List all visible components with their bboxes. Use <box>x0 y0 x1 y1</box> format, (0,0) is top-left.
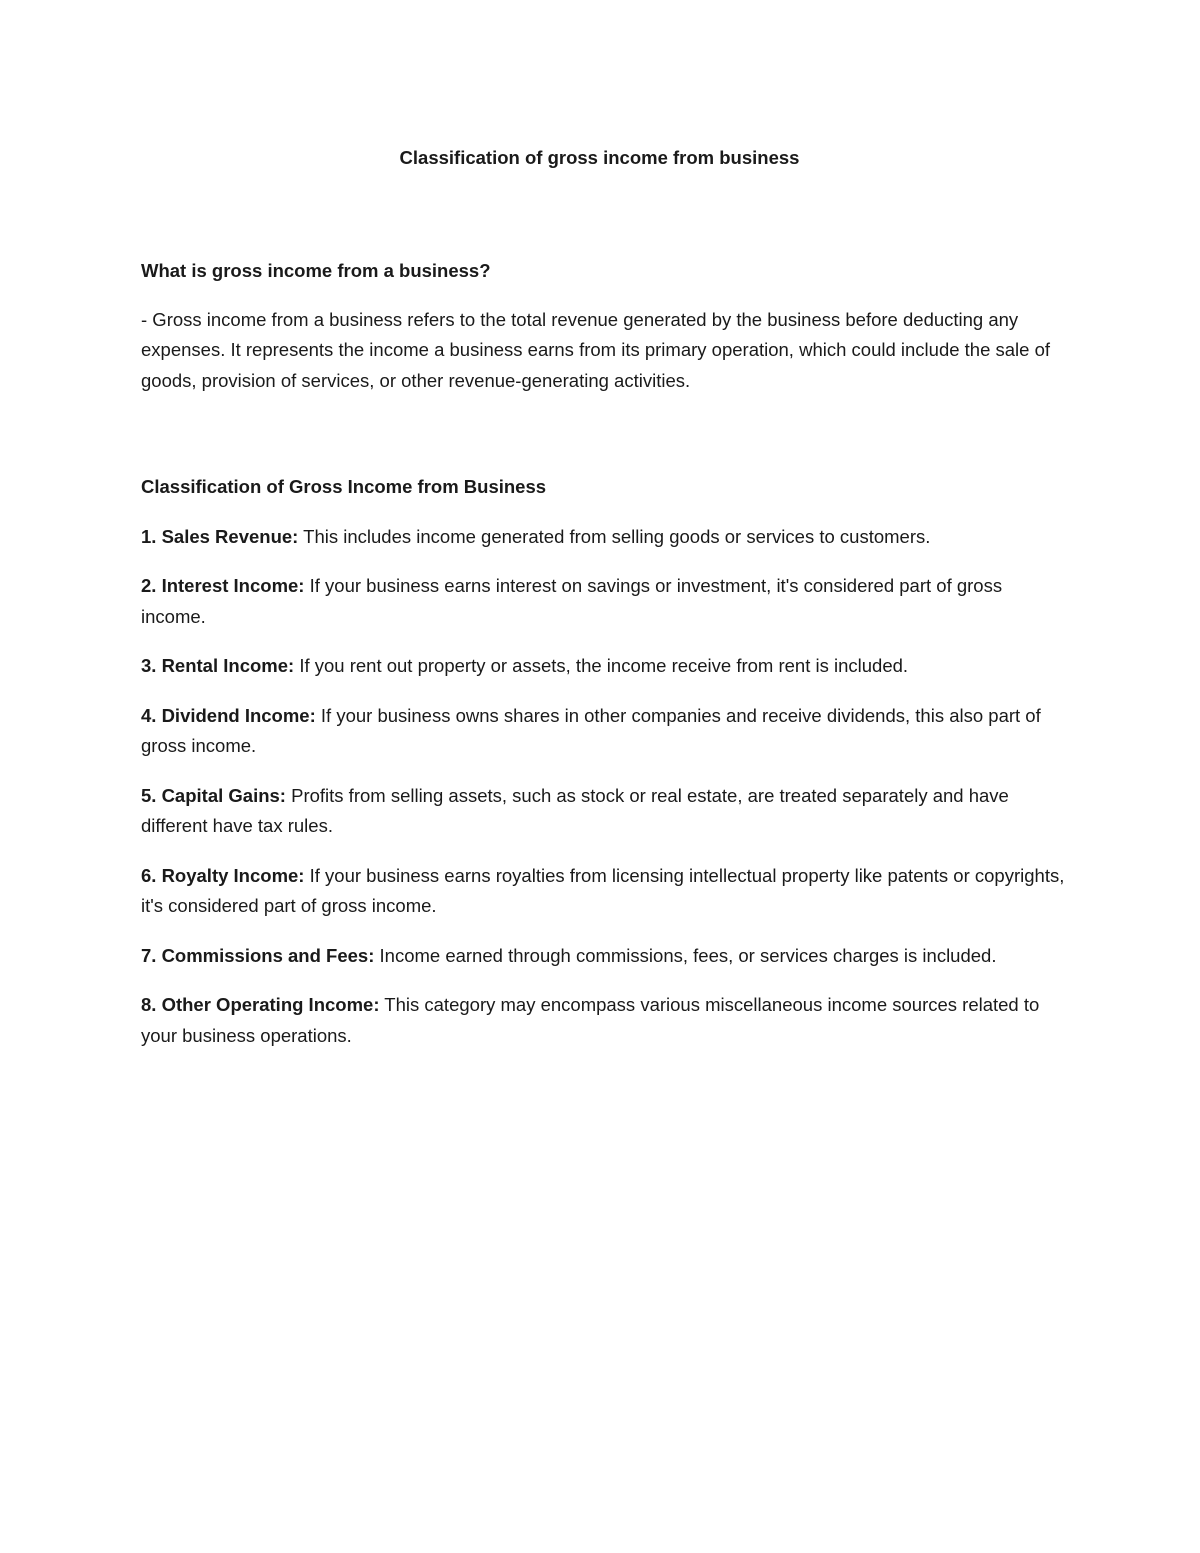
classification-list <box>141 522 1066 1052</box>
list-item-label: 2. Interest Income: <box>141 575 305 596</box>
list-item-label: 3. Rental Income: <box>141 655 295 676</box>
list-item-label: 8. Other Operating Income: <box>141 994 380 1015</box>
list-item <box>141 651 1066 682</box>
document-body <box>141 143 1066 1051</box>
question-heading: What is gross income from a business? <box>141 260 491 281</box>
list-item-label: 7. Commissions and Fees: <box>141 944 375 966</box>
list-item-text: If your business owns shares in other companies and receive dividends, this also part of gross income. <box>141 704 1041 756</box>
list-item-text: This includes income generated from selling goods or services to customers. <box>298 525 931 547</box>
list-item <box>141 861 1066 922</box>
list-item-text: Profits from selling assets, such as stock or real estate, are treated separately and have different have tax rules. <box>141 784 1009 836</box>
list-item-label: 4. Dividend Income: <box>141 704 316 726</box>
answer-paragraph: - Gross income from a business refers to the total revenue generated by the business before deducting any expenses. It represents the income a business earns from its primary operation, which could include the sale of goods, provision of services, or other revenue-generating activities. <box>141 308 1051 391</box>
section-heading: Classification of Gross Income from Business <box>141 476 547 497</box>
list-item-text: Income earned through commissions, fees, or services charges is included. <box>374 944 997 966</box>
list-item-label: 6. Royalty Income: <box>141 864 305 886</box>
document-title: Classification of gross income from business <box>399 147 800 168</box>
list-item-text: If your business earns royalties from licensing intellectual property like patents or copyrights, it's considered part of gross income. <box>141 864 1065 916</box>
list-item-label: 1. Sales Revenue: <box>141 525 299 547</box>
list-item <box>141 522 1066 553</box>
list-item <box>141 571 1066 632</box>
list-item <box>141 701 1066 762</box>
list-item <box>141 941 1066 972</box>
list-item-label: 5. Capital Gains: <box>141 784 286 806</box>
list-item <box>141 990 1066 1051</box>
list-item <box>141 781 1066 842</box>
list-item-text: If you rent out property or assets, the income receive from rent is included. <box>294 655 909 676</box>
list-item-text: If your business earns interest on savings or investment, it's considered part of gross income. <box>141 575 1003 627</box>
list-item-text: This category may encompass various miscellaneous income sources related to your business operations. <box>141 994 1040 1046</box>
